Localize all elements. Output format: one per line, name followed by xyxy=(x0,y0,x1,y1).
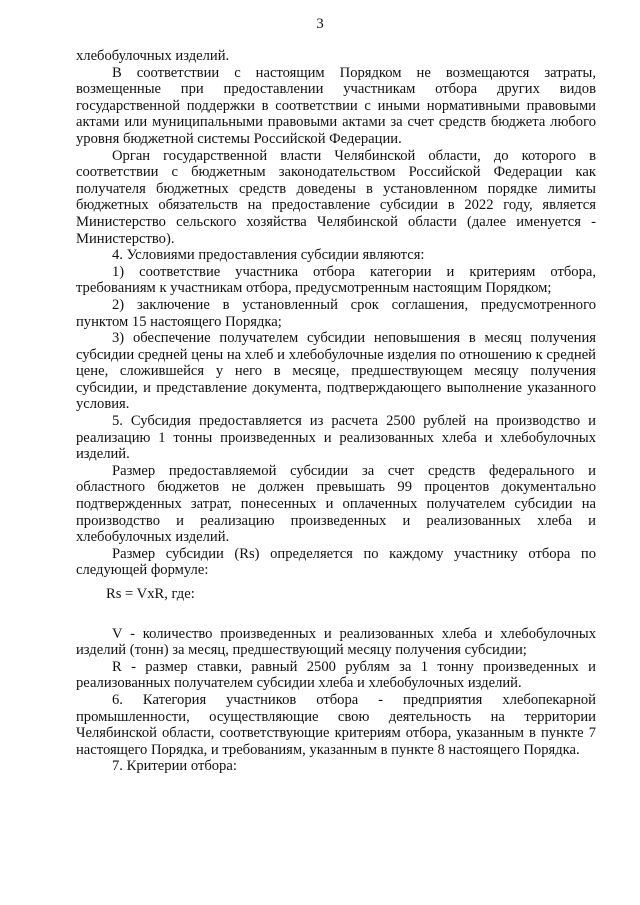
paragraph-subsidy-rate: 5. Субсидия предоставляется из расчета 2500 рублей на производство и реализацию 1 тонны произведенных и реализованных хлеба и хлебобулочных изделий. xyxy=(76,413,596,463)
paragraph-subsidy-limit: Размер предоставляемой субсидии за счет средств федерального и областного бюджетов не должен превышать 99 процентов документально подтвержденных затрат, понесенных и оплаченных получателем субсидии на производство и реализацию произведенных и реализованных хлеба и хлебобулочных изделий. xyxy=(76,462,596,546)
paragraph-conditions-heading: 4. Условиями предоставления субсидии являются: xyxy=(112,247,425,264)
formula: Rs = VxR, где: xyxy=(106,586,195,602)
document-body xyxy=(76,48,596,775)
paragraph-condition-1: 1) соответствие участника отбора категории и критериям отбора, требованиям к участникам отбора, предусмотренным настоящим Порядком; xyxy=(76,263,596,297)
paragraph-condition-3: 3) обеспечение получателем субсидии неповышения в месяц получения субсидии средней цены на хлеб и хлебобулочные изделия по отношению к средней цене, сложившейся у него в месяце, предшествующем месяцу получения субсидии, и представление документа, подтверждающего выполнение указанного условия. xyxy=(76,330,596,413)
paragraph-continuation: хлебобулочных изделий. xyxy=(76,48,230,64)
paragraph-r-definition: R - размер ставки, равный 2500 рублям за 1 тонну произведенных и реализованных получателем субсидии хлеба и хлебобулочных изделий. xyxy=(76,658,596,692)
paragraph-formula-intro: Размер субсидии (Rs) определяется по каждому участнику отбора по следующей формуле: xyxy=(76,545,596,579)
paragraph-no-reimbursement: В соответствии с настоящим Порядком не возмещаются затраты, возмещенные при предоставлении участникам отбора других видов государственной поддержки в соответствии с иными нормативными правовыми актами или муниципальными правовыми актами за счет средств бюджета любого уровня бюджетной системы Российской Федерации. xyxy=(76,64,596,147)
paragraph-state-authority: Орган государственной власти Челябинской области, до которого в соответствии с бюджетным законодательством Российской Федерации как получателя бюджетных средств доведены в установленном порядке лимиты бюджетных обязательств на предоставление субсидии в 2022 году, является Министерство сельского хозяйства Челябинской области (далее именуется - Министерство). xyxy=(76,147,596,247)
page-number: 3 xyxy=(316,16,324,32)
paragraph-v-definition: V - количество произведенных и реализованных хлеба и хлебобулочных изделий (тонн) за месяц, предшествующий месяцу получения субсидии; xyxy=(76,625,596,659)
paragraph-selection-criteria: 7. Критерии отбора: xyxy=(112,758,237,775)
paragraph-participant-category: 6. Категория участников отбора - предприятия хлебопекарной промышленности, осуществляющие свою деятельность на территории Челябинской области, соответствующие критериям отбора, указанным в пункте 7 настоящего Порядка, и требованиям, указанным в пункте 8 настоящего Порядка. xyxy=(76,691,596,758)
paragraph-condition-2: 2) заключение в установленный срок соглашения, предусмотренного пунктом 15 настоящего Порядка; xyxy=(76,296,596,330)
